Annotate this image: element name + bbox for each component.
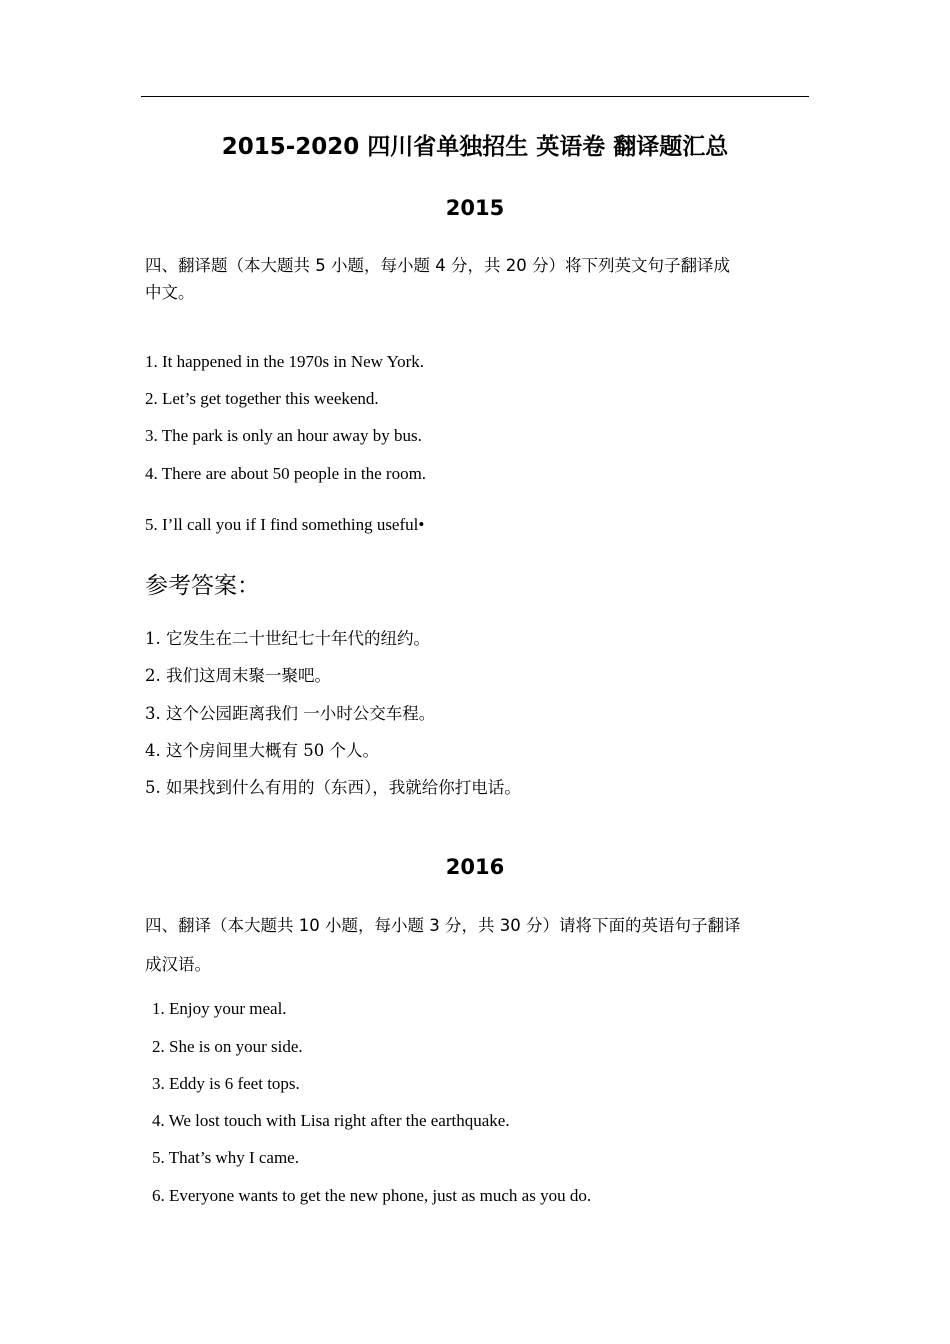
document-title: 2015-2020 四川省单独招生 英语卷 翻译题汇总 (221, 134, 729, 160)
question-2015-2: 2. Let’s get together this weekend. (145, 389, 379, 408)
question-2016-3: 3. Eddy is 6 feet tops. (152, 1074, 300, 1093)
question-2016-6: 6. Everyone wants to get the new phone, just as much as you do. (152, 1186, 592, 1205)
answer-2015-2: 2. 我们这周末聚一聚吧。 (145, 666, 331, 685)
answer-heading: 参考答案： (145, 573, 260, 599)
header-rule (141, 96, 809, 97)
question-2016-1: 1. Enjoy your meal. (152, 999, 287, 1018)
question-2015-5: 5. I’ll call you if I find something useful• (145, 515, 425, 534)
answer-2015-4: 4. 这个房间里大概有 50 个人。 (145, 741, 379, 760)
answer-2015-1: 1. 它发生在二十世纪七十年代的纽约。 (145, 629, 430, 648)
question-2016-5: 5. That’s why I came. (152, 1148, 299, 1167)
year-heading-2016: 2016 (445, 855, 505, 879)
instruction-2016-line2: 成汉语。 (145, 955, 211, 974)
answer-2015-3: 3. 这个公园距离我们 一小时公交车程。 (145, 704, 436, 723)
instruction-2016-line1: 四、翻译（本大题共 10 小题，每小题 3 分，共 30 分）请将下面的英语句子翻译 (145, 916, 741, 935)
question-2016-2: 2. She is on your side. (152, 1037, 303, 1056)
answer-2015-5: 5. 如果找到什么有用的（东西），我就给你打电话。 (145, 778, 521, 797)
year-heading-2015: 2015 (445, 196, 505, 220)
question-2015-1: 1. It happened in the 1970s in New York. (145, 352, 425, 371)
instruction-2015-line2: 中文。 (145, 283, 195, 302)
question-2015-4: 4. There are about 50 people in the room. (145, 464, 427, 483)
question-2016-4: 4. We lost touch with Lisa right after the earthquake. (152, 1111, 510, 1130)
instruction-2015-line1: 四、翻译题（本大题共 5 小题，每小题 4 分，共 20 分）将下列英文句子翻译成 (145, 256, 730, 275)
question-2015-3: 3. The park is only an hour away by bus. (145, 426, 422, 445)
